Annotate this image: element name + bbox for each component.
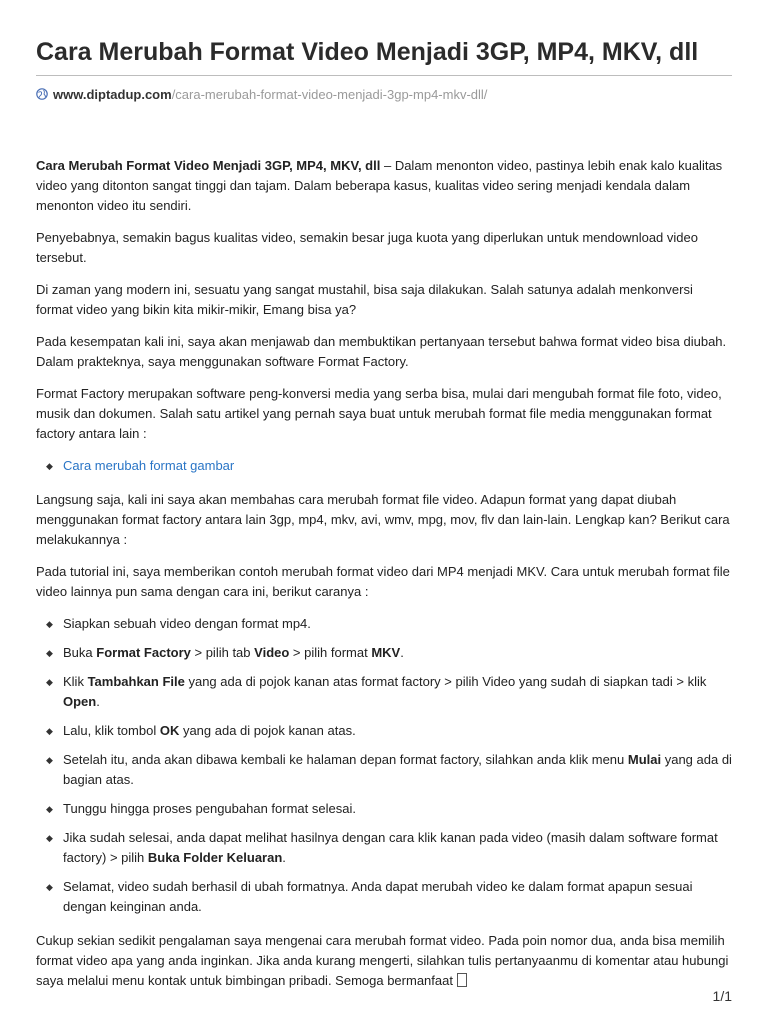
paragraph-6: Langsung saja, kali ini saya akan membahas cara merubah format file video. Adapun format yang dapat diubah menggunakan format factory antara lain 3gp, mp4, mkv, avi, wmv, mpg, mov, flv dan lain-lain. Lengkap kan? Berikut cara melakukannya : — [36, 492, 730, 547]
title-divider — [36, 75, 732, 76]
source-path[interactable]: /cara-merubah-format-video-menjadi-3gp-mp4-mkv-dll/ — [171, 87, 488, 102]
step-7-text: . — [282, 850, 286, 865]
step-8: Selamat, video sudah berhasil di ubah formatnya. Anda dapat merubah video ke dalam format apapun sesuai dengan keinginan anda. — [63, 879, 693, 914]
bullet-icon: ◆ — [46, 619, 53, 629]
related-link[interactable]: Cara merubah format gambar — [63, 458, 235, 473]
bullet-icon: ◆ — [46, 461, 53, 471]
steps-list — [36, 614, 732, 917]
page-number: 1/1 — [712, 988, 732, 1004]
intro-text: – Dalam menonton video, pastinya lebih enak kalo kualitas video yang ditonton sangat tinggi dan tajam. Dalam beberapa kasus, kualitas video sering menjadi kendala dalam menonton video itu sendiri. — [36, 158, 723, 213]
step-2-text: . — [400, 645, 404, 660]
bullet-icon: ◆ — [46, 677, 53, 687]
bullet-icon: ◆ — [46, 833, 53, 843]
list-item — [36, 750, 732, 790]
intro-paragraph — [36, 156, 732, 216]
bullet-icon: ◆ — [46, 726, 53, 736]
step-3-text: Klik — [63, 674, 88, 689]
step-5-text: yang ada di bagian atas. — [63, 752, 732, 787]
step-3-bold: Tambahkan File — [87, 674, 185, 689]
paragraph-7: Pada tutorial ini, saya memberikan contoh merubah format video dari MP4 menjadi MKV. Cara untuk merubah format file video lainnya pun sama dengan cara ini, berikut caranya : — [36, 564, 730, 599]
list-item — [36, 614, 732, 634]
emoji-placeholder-icon — [457, 973, 467, 987]
related-links-list — [36, 456, 732, 476]
bullet-icon: ◆ — [46, 755, 53, 765]
page-title: Cara Merubah Format Video Menjadi 3GP, MP4, MKV, dll — [36, 38, 699, 66]
step-7-bold: Buka Folder Keluaran — [147, 850, 283, 865]
step-2-bold: Video — [254, 645, 290, 660]
step-5-bold: Mulai — [627, 752, 662, 767]
step-3-text: . — [96, 694, 100, 709]
list-item — [36, 456, 732, 476]
step-4-bold: OK — [159, 723, 180, 738]
closing-paragraph — [36, 931, 732, 991]
step-4-text: yang ada di pojok kanan atas. — [179, 723, 356, 738]
bullet-icon: ◆ — [46, 804, 53, 814]
step-4-text: Lalu, klik tombol — [63, 723, 160, 738]
step-2-text: > pilih format — [289, 645, 372, 660]
closing-text: Cukup sekian sedikit pengalaman saya mengenai cara merubah format video. Pada poin nomor dua, anda bisa memilih format video apa yang anda inginkan. Jika anda kurang mengerti, silahkan tulis pertanyaanmu di komentar atau hubungi saya melalui menu kontak untuk bimbingan pribadi. Semoga bermanfaat — [36, 933, 729, 988]
list-item — [36, 799, 732, 819]
intro-bold: Cara Merubah Format Video Menjadi 3GP, MP4, MKV, dll — [36, 158, 381, 173]
step-2-bold: MKV — [371, 645, 401, 660]
step-7-text: Jika sudah selesai, anda dapat melihat hasilnya dengan cara klik kanan pada video (masih dalam software format factory) > pilih — [63, 830, 718, 865]
step-3-text: yang ada di pojok kanan atas format factory > pilih Video yang sudah di siapkan tadi > klik — [184, 674, 707, 689]
article-body — [36, 156, 732, 1003]
bullet-icon: ◆ — [46, 648, 53, 658]
source-domain[interactable]: www.diptadup.com — [53, 87, 172, 102]
list-item — [36, 672, 732, 712]
list-item — [36, 828, 732, 868]
paragraph-5: Format Factory merupakan software peng-konversi media yang serba bisa, mulai dari mengubah format file foto, video, musik dan dokumen. Salah satu artikel yang pernah saya buat untuk merubah format file media menggunakan format factory antara lain : — [36, 386, 722, 441]
paragraph-3: Di zaman yang modern ini, sesuatu yang sangat mustahil, bisa saja dilakukan. Salah satunya adalah menkonversi format video yang bikin kita mikir-mikir, Emang bisa ya? — [36, 282, 693, 317]
paragraph-2: Penyebabnya, semakin bagus kualitas video, semakin besar juga kuota yang diperlukan untuk mendownload video tersebut. — [36, 230, 698, 265]
step-2-text: > pilih tab — [190, 645, 255, 660]
step-3-bold: Open — [63, 694, 97, 709]
list-item — [36, 877, 732, 917]
list-item — [36, 643, 732, 663]
bullet-icon: ◆ — [46, 882, 53, 892]
source-url[interactable] — [36, 86, 487, 104]
step-2-bold: Format Factory — [96, 645, 191, 660]
list-item — [36, 721, 732, 741]
step-1: Siapkan sebuah video dengan format mp4. — [63, 616, 311, 631]
step-6: Tunggu hingga proses pengubahan format selesai. — [63, 801, 356, 816]
globe-icon — [36, 87, 48, 99]
step-5-text: Setelah itu, anda akan dibawa kembali ke halaman depan format factory, silahkan anda klik menu — [63, 752, 628, 767]
paragraph-4: Pada kesempatan kali ini, saya akan menjawab dan membuktikan pertanyaan tersebut bahwa format video bisa diubah. Dalam prakteknya, saya menggunakan software Format Factory. — [36, 334, 727, 369]
step-2-text: Buka — [63, 645, 97, 660]
